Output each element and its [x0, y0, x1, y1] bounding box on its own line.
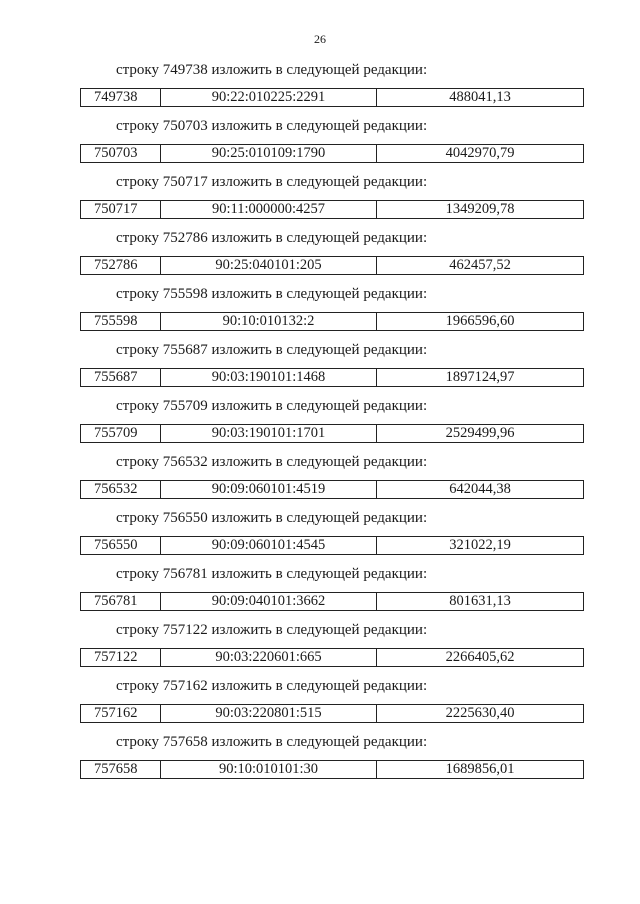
- cadastral-number-cell: 90:09:040101:3662: [161, 593, 377, 610]
- row-number-cell: 755687: [81, 369, 161, 386]
- row-number-cell: 755598: [81, 313, 161, 330]
- cadastral-number-cell: 90:10:010101:30: [161, 761, 377, 778]
- amendment-entry: [0, 116, 640, 172]
- row-number-cell: 756550: [81, 537, 161, 554]
- amendment-instruction: строку 757658 изложить в следующей редакции:: [116, 734, 428, 750]
- cadastral-number-cell: 90:10:010132:2: [161, 313, 377, 330]
- row-number-cell: 757122: [81, 649, 161, 666]
- amended-table-row: [80, 368, 584, 387]
- cadastral-number-cell: 90:22:010225:2291: [161, 89, 377, 106]
- row-number-cell: 756532: [81, 481, 161, 498]
- amended-table-row: [80, 424, 584, 443]
- row-number-cell: 755709: [81, 425, 161, 442]
- amended-table-row: [80, 88, 584, 107]
- amendment-entry: [0, 508, 640, 564]
- amendment-entry: [0, 564, 640, 620]
- amendment-entry: [0, 228, 640, 284]
- cadastral-value-cell: 4042970,79: [445, 145, 515, 161]
- cadastral-number-cell: 90:03:190101:1701: [161, 425, 377, 442]
- amendment-instruction: строку 749738 изложить в следующей редакции:: [116, 62, 428, 78]
- amendment-entry: [0, 60, 640, 116]
- row-number-cell: 756781: [81, 593, 161, 610]
- amendment-entry: [0, 732, 640, 788]
- cadastral-value-cell: 1966596,60: [445, 313, 515, 329]
- cadastral-value-cell: 1689856,01: [445, 761, 515, 777]
- amendment-instruction: строку 752786 изложить в следующей редакции:: [116, 230, 428, 246]
- amended-table-row: [80, 760, 584, 779]
- cadastral-value-cell: 2266405,62: [445, 649, 515, 665]
- cadastral-value-cell: 462457,52: [449, 257, 511, 273]
- cadastral-number-cell: 90:25:010109:1790: [161, 145, 377, 162]
- cadastral-number-cell: 90:03:220601:665: [161, 649, 377, 666]
- amended-table-row: [80, 200, 584, 219]
- amendment-instruction: строку 757122 изложить в следующей редакции:: [116, 622, 428, 638]
- amendment-entry: [0, 620, 640, 676]
- amended-table-row: [80, 256, 584, 275]
- row-number-cell: 750703: [81, 145, 161, 162]
- cadastral-value-cell: 2225630,40: [445, 705, 515, 721]
- amendment-instruction: строку 756781 изложить в следующей редакции:: [116, 566, 428, 582]
- cadastral-number-cell: 90:09:060101:4545: [161, 537, 377, 554]
- amendment-instruction: строку 750703 изложить в следующей редакции:: [116, 118, 428, 134]
- cadastral-number-cell: 90:03:190101:1468: [161, 369, 377, 386]
- amendment-entry: [0, 172, 640, 228]
- cadastral-number-cell: 90:03:220801:515: [161, 705, 377, 722]
- cadastral-number-cell: 90:11:000000:4257: [161, 201, 377, 218]
- amendments-list: [0, 60, 640, 788]
- amendment-entry: [0, 452, 640, 508]
- amendment-instruction: строку 756532 изложить в следующей редакции:: [116, 454, 428, 470]
- row-number-cell: 752786: [81, 257, 161, 274]
- amended-table-row: [80, 648, 584, 667]
- amended-table-row: [80, 144, 584, 163]
- cadastral-value-cell: 321022,19: [449, 537, 511, 553]
- amendment-instruction: строку 750717 изложить в следующей редакции:: [116, 174, 428, 190]
- cadastral-value-cell: 2529499,96: [445, 425, 515, 441]
- cadastral-value-cell: 488041,13: [449, 89, 511, 105]
- amended-table-row: [80, 312, 584, 331]
- amended-table-row: [80, 704, 584, 723]
- row-number-cell: 750717: [81, 201, 161, 218]
- page-number: 26: [314, 32, 326, 46]
- cadastral-value-cell: 1349209,78: [445, 201, 515, 217]
- amended-table-row: [80, 480, 584, 499]
- amendment-instruction: строку 755598 изложить в следующей редакции:: [116, 286, 428, 302]
- row-number-cell: 757658: [81, 761, 161, 778]
- amended-table-row: [80, 536, 584, 555]
- cadastral-value-cell: 801631,13: [449, 593, 511, 609]
- cadastral-number-cell: 90:25:040101:205: [161, 257, 377, 274]
- amendment-instruction: строку 757162 изложить в следующей редакции:: [116, 678, 428, 694]
- cadastral-number-cell: 90:09:060101:4519: [161, 481, 377, 498]
- row-number-cell: 757162: [81, 705, 161, 722]
- amendment-entry: [0, 396, 640, 452]
- amendment-instruction: строку 756550 изложить в следующей редакции:: [116, 510, 428, 526]
- cadastral-value-cell: 1897124,97: [445, 369, 515, 385]
- cadastral-value-cell: 642044,38: [449, 481, 511, 497]
- amendment-instruction: строку 755687 изложить в следующей редакции:: [116, 342, 428, 358]
- amendment-instruction: строку 755709 изложить в следующей редакции:: [116, 398, 428, 414]
- amendment-entry: [0, 676, 640, 732]
- amendment-entry: [0, 340, 640, 396]
- row-number-cell: 749738: [81, 89, 161, 106]
- amendment-entry: [0, 284, 640, 340]
- amended-table-row: [80, 592, 584, 611]
